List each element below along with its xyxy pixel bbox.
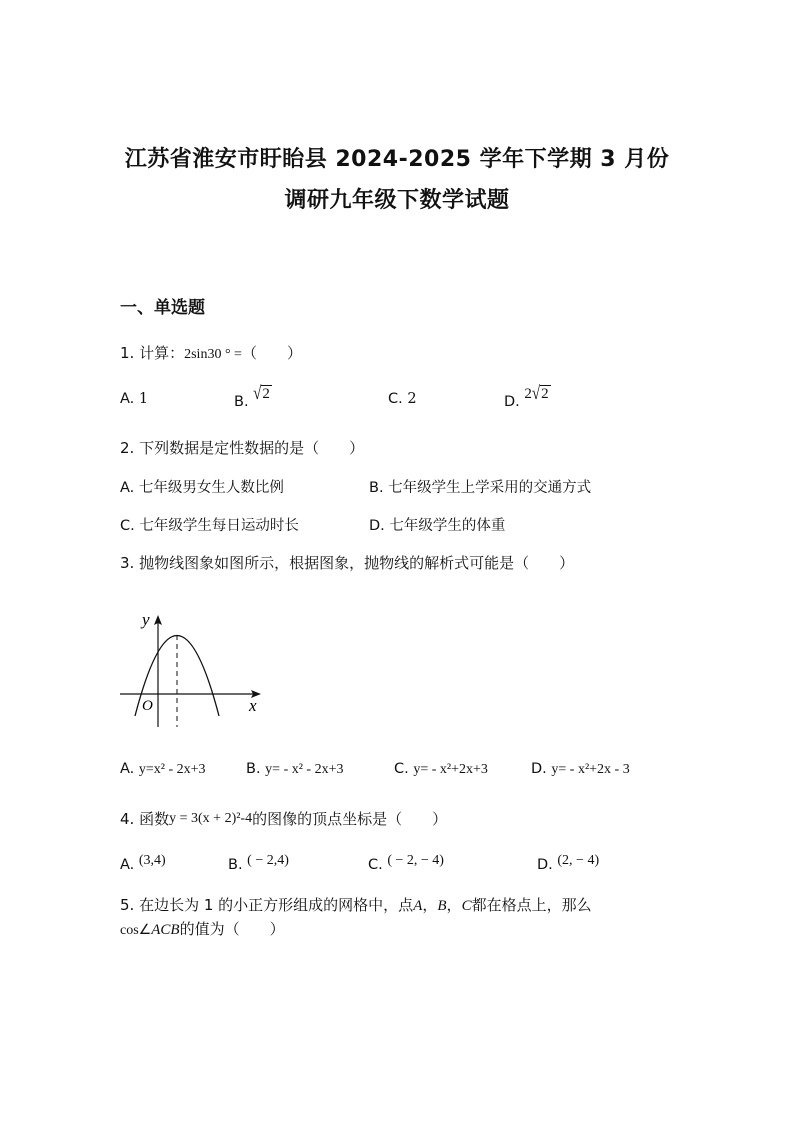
option-value: (2, − 4)	[557, 853, 600, 868]
option-b[interactable]	[234, 383, 272, 410]
option-a[interactable]	[120, 852, 166, 873]
y-axis-label: y	[142, 610, 150, 629]
option-label: D.	[537, 857, 553, 873]
option-c[interactable]	[368, 852, 444, 873]
question-3	[120, 552, 574, 573]
option-b[interactable]	[246, 761, 343, 778]
parabola-graph	[115, 605, 275, 735]
coefficient: 2	[524, 386, 532, 402]
question-5-line-1	[120, 894, 592, 915]
option-label: A.	[120, 857, 135, 873]
option-label: B.	[246, 761, 261, 777]
question-prompt-end: 的图像的顶点坐标是（ ）	[252, 810, 448, 828]
separator: ，	[422, 896, 438, 914]
option-value: 1	[138, 391, 149, 407]
question-text: 的值为（ ）	[179, 920, 285, 938]
option-a[interactable]	[120, 761, 206, 778]
option-c[interactable]	[120, 514, 299, 535]
question-text: 都在格点上，那么	[471, 896, 592, 914]
question-2	[120, 437, 364, 458]
option-text: 七年级学生每日运动时长	[139, 518, 299, 534]
option-label: B.	[234, 394, 249, 410]
question-prompt-start: 函数	[139, 810, 170, 828]
question-5-line-2	[120, 918, 285, 939]
separator: ，	[446, 896, 462, 914]
option-text: y= - x²+2x+3	[413, 762, 488, 777]
option-label: C.	[368, 857, 383, 873]
option-d[interactable]	[369, 514, 505, 535]
option-b[interactable]	[228, 852, 289, 873]
option-value: 2	[407, 391, 417, 407]
option-value: (3,4)	[138, 853, 166, 868]
option-c[interactable]	[394, 761, 488, 778]
answer-paren: （ ）	[241, 344, 302, 362]
option-text: y=x² - 2x+3	[138, 762, 206, 777]
option-value: 2	[541, 386, 549, 402]
question-number: 2.	[120, 439, 135, 457]
option-a[interactable]	[120, 476, 284, 497]
option-text: y= - x²+2x - 3	[551, 762, 630, 777]
question-text: 在边长为 1 的小正方形组成的网格中，点	[139, 896, 414, 914]
option-value: 2	[262, 386, 270, 402]
option-a[interactable]	[120, 391, 148, 407]
title-line-1: 江苏省淮安市盱眙县 2024-2025 学年下学期 3 月份	[124, 147, 670, 172]
option-text: 七年级男女生人数比例	[138, 480, 284, 496]
option-text: 七年级学生上学采用的交通方式	[388, 480, 592, 496]
point-c: C	[461, 898, 472, 914]
option-value: ( − 2,4)	[247, 853, 289, 868]
question-number: 1.	[120, 344, 135, 362]
title-line-2: 调研九年级下数学试题	[284, 188, 510, 213]
option-label: A.	[120, 480, 135, 496]
sqrt-symbol: √2	[253, 383, 270, 404]
cos-symbol: cos∠	[120, 923, 152, 938]
origin-label: O	[142, 698, 153, 714]
option-label: C.	[394, 761, 409, 777]
point-a: A	[413, 898, 423, 914]
question-number: 3.	[120, 554, 135, 572]
sqrt-symbol: 2√2	[524, 383, 549, 404]
option-c[interactable]	[388, 391, 417, 407]
option-text: 七年级学生的体重	[389, 518, 506, 534]
math-expression: y = 3(x + 2)²-4	[169, 811, 253, 826]
option-d[interactable]	[537, 852, 600, 873]
question-number: 5.	[120, 896, 135, 914]
option-label: D.	[504, 394, 520, 410]
question-prompt: 抛物线图象如图所示，根据图象，抛物线的解析式可能是（ ）	[139, 554, 575, 572]
option-d[interactable]	[504, 383, 551, 410]
x-axis-label: x	[249, 696, 257, 715]
option-label: A.	[120, 391, 135, 407]
option-label: C.	[388, 391, 403, 407]
option-text: y= - x² - 2x+3	[265, 762, 344, 777]
option-label: B.	[228, 857, 243, 873]
option-label: B.	[369, 480, 384, 496]
question-prompt: 下列数据是定性数据的是（ ）	[139, 439, 365, 457]
question-prompt: 计算：	[139, 344, 185, 362]
section-heading: 一、单选题	[120, 298, 205, 318]
option-b[interactable]	[369, 476, 591, 497]
option-label: A.	[120, 761, 135, 777]
option-label: D.	[531, 761, 547, 777]
math-expression: 2sin30 ° =	[184, 347, 242, 362]
question-1	[120, 342, 302, 363]
question-number: 4.	[120, 810, 135, 828]
option-label: D.	[369, 518, 385, 534]
option-d[interactable]	[531, 761, 630, 778]
point-b: B	[437, 898, 447, 914]
angle-name: ACB	[151, 922, 180, 938]
question-4	[120, 808, 447, 829]
option-value: ( − 2, − 4)	[387, 853, 444, 868]
option-label: C.	[120, 518, 135, 534]
